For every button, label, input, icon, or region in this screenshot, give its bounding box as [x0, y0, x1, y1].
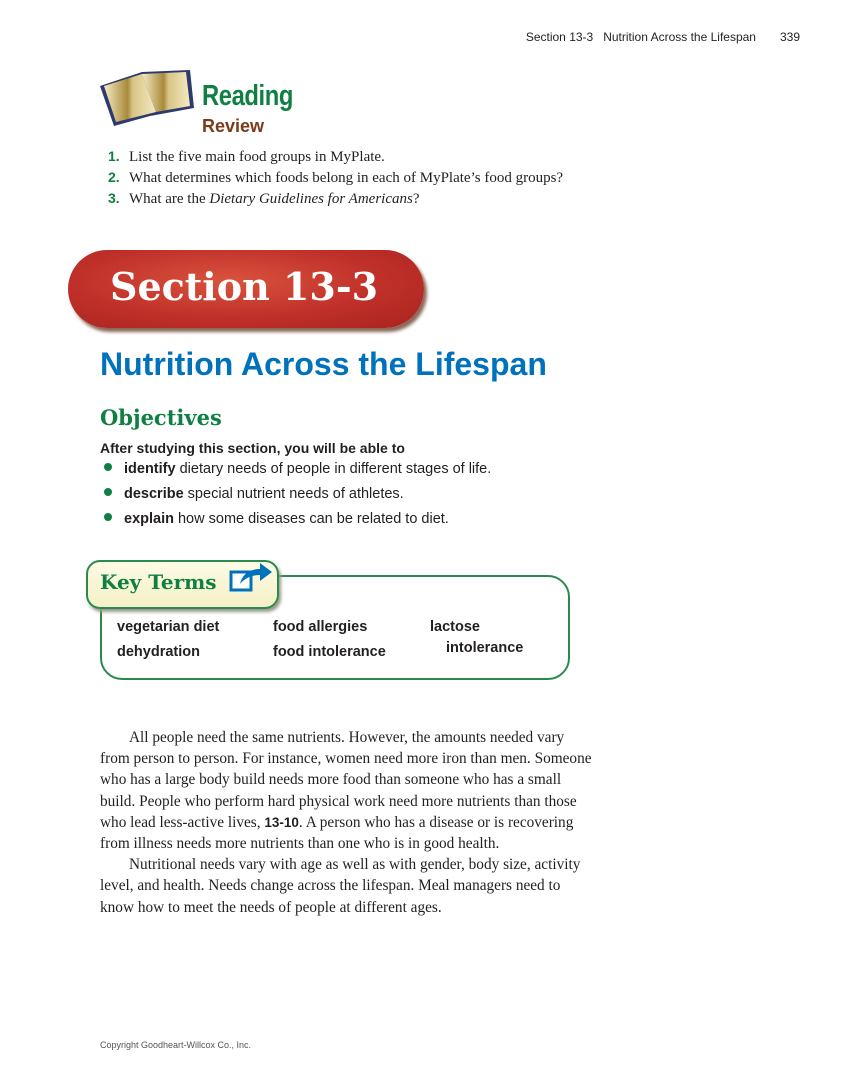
key-term[interactable]: food intolerance: [273, 644, 386, 660]
key-term[interactable]: intolerance: [446, 640, 524, 656]
review-question: 2. What determines which foods belong in each of MyPlate’s food groups?: [108, 169, 564, 186]
objective-item: identify dietary needs of people in different stages of life.: [104, 461, 491, 477]
key-terms-tab: [86, 560, 279, 609]
key-term[interactable]: lactose: [430, 619, 480, 635]
page-number: 339: [779, 30, 800, 44]
key-term[interactable]: food allergies: [273, 619, 368, 635]
objectives-heading: Objectives: [100, 405, 222, 430]
page-title: Nutrition Across the Lifespan: [100, 346, 547, 382]
objectives-intro: After studying this section, you will be able to: [100, 440, 405, 456]
key-term[interactable]: dehydration: [117, 644, 200, 660]
key-term[interactable]: vegetarian diet: [117, 619, 220, 635]
body-text: [100, 727, 592, 918]
bullet-icon: [104, 488, 112, 496]
running-head-title: Nutrition Across the Lifespan: [603, 30, 756, 44]
paragraph: Nutritional needs vary with age as well as with gender, body size, activity level, and health. Needs change across the lifespan. Meal managers need to know how to meet the needs of people at different ages.: [100, 856, 581, 916]
review-question: 3. What are the Dietary Guidelines for Americans?: [108, 190, 420, 207]
share-link-icon[interactable]: [228, 560, 274, 596]
paragraph: All people need the same nutrients. However, the amounts needed vary from person to person. For instance, women need more iron than men. Someone who has a large body build needs more food than someone who has a small build. People who perform hard physical work need more nutrients than those who lead less-active lives, 13-10. A person who has a disease or is recovering from illness needs more nutrients than one who is in good health.: [100, 729, 592, 853]
copyright-footer: Copyright Goodheart-Willcox Co., Inc.: [100, 1040, 252, 1050]
bullet-icon: [104, 513, 112, 521]
objective-item: describe special nutrient needs of athletes.: [104, 486, 404, 502]
review-question: 1. List the five main food groups in MyPlate.: [108, 148, 385, 165]
figure-reference[interactable]: 13-10: [264, 814, 299, 830]
section-banner: [68, 250, 424, 328]
key-terms-label: Key Terms: [100, 570, 217, 594]
running-head-section: Section 13-3: [525, 30, 594, 44]
bullet-icon: [104, 463, 112, 471]
objective-item: explain how some diseases can be related to diet.: [104, 511, 449, 527]
open-book-icon: [98, 68, 194, 130]
section-banner-label: Section 13-3: [110, 264, 379, 309]
reading-review-subtitle: Review: [202, 116, 265, 136]
reading-review-title: Reading: [202, 80, 293, 112]
running-head: [526, 30, 800, 44]
